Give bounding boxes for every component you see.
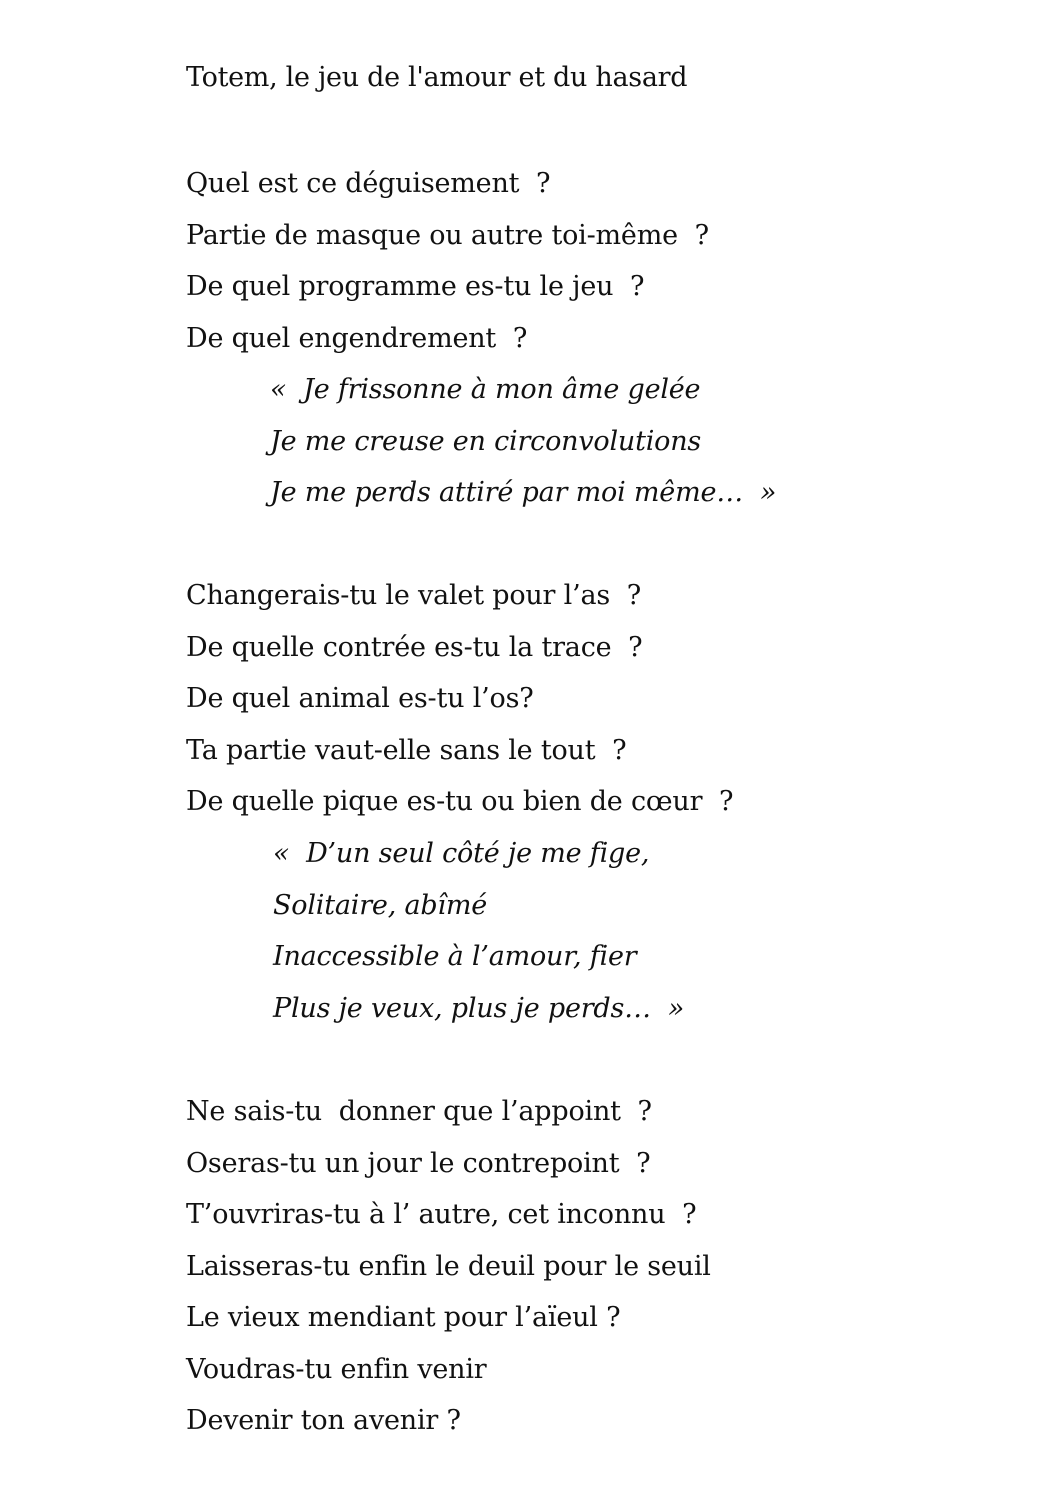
verse-line: Devenir ton avenir ?	[186, 1405, 461, 1436]
verse-line: De quel animal es-tu l’os?	[186, 683, 534, 714]
stanza-2	[186, 570, 733, 828]
verse-line: Quel est ce déguisement ?	[186, 168, 551, 199]
refrain-1	[270, 364, 776, 519]
refrain-line: Inaccessible à l’amour, fier	[273, 941, 637, 972]
poem-title: Totem, le jeu de l'amour et du hasard	[186, 62, 688, 93]
verse-line: Ta partie vaut-elle sans le tout ?	[186, 734, 627, 766]
verse-line: De quelle pique es-tu ou bien de cœur ?	[186, 786, 734, 817]
verse-line: Partie de masque ou autre toi-même ?	[186, 219, 709, 251]
verse-line: Le vieux mendiant pour l’aïeul ?	[186, 1302, 621, 1333]
verse-line: Changerais-tu le valet pour l’as ?	[186, 580, 642, 611]
verse-line: De quel engendrement ?	[186, 322, 528, 354]
refrain-line: Je me creuse en circonvolutions	[270, 425, 702, 457]
verse-line: De quelle contrée es-tu la trace ?	[186, 631, 643, 663]
refrain-2	[273, 828, 684, 1034]
refrain-line: « Je frissonne à mon âme gelée	[270, 374, 701, 405]
verse-line: De quel programme es-tu le jeu ?	[186, 271, 645, 302]
verse-line: Ne sais-tu donner que l’appoint ?	[186, 1096, 652, 1127]
stanza-1	[186, 158, 709, 364]
refrain-line: « D’un seul côté je me fige,	[273, 838, 650, 869]
verse-line: Laisseras-tu enfin le deuil pour le seuil	[186, 1250, 711, 1282]
refrain-line: Solitaire, abîmé	[273, 889, 488, 921]
refrain-line: Je me perds attiré par moi même… »	[270, 477, 777, 508]
verse-line: T’ouvriras-tu à l’ autre, cet inconnu ?	[186, 1199, 697, 1230]
refrain-line: Plus je veux, plus je perds… »	[273, 992, 685, 1024]
verse-line: Oseras-tu un jour le contrepoint ?	[186, 1147, 651, 1179]
stanza-3	[186, 1086, 711, 1447]
verse-line: Voudras-tu enfin venir	[186, 1353, 487, 1385]
